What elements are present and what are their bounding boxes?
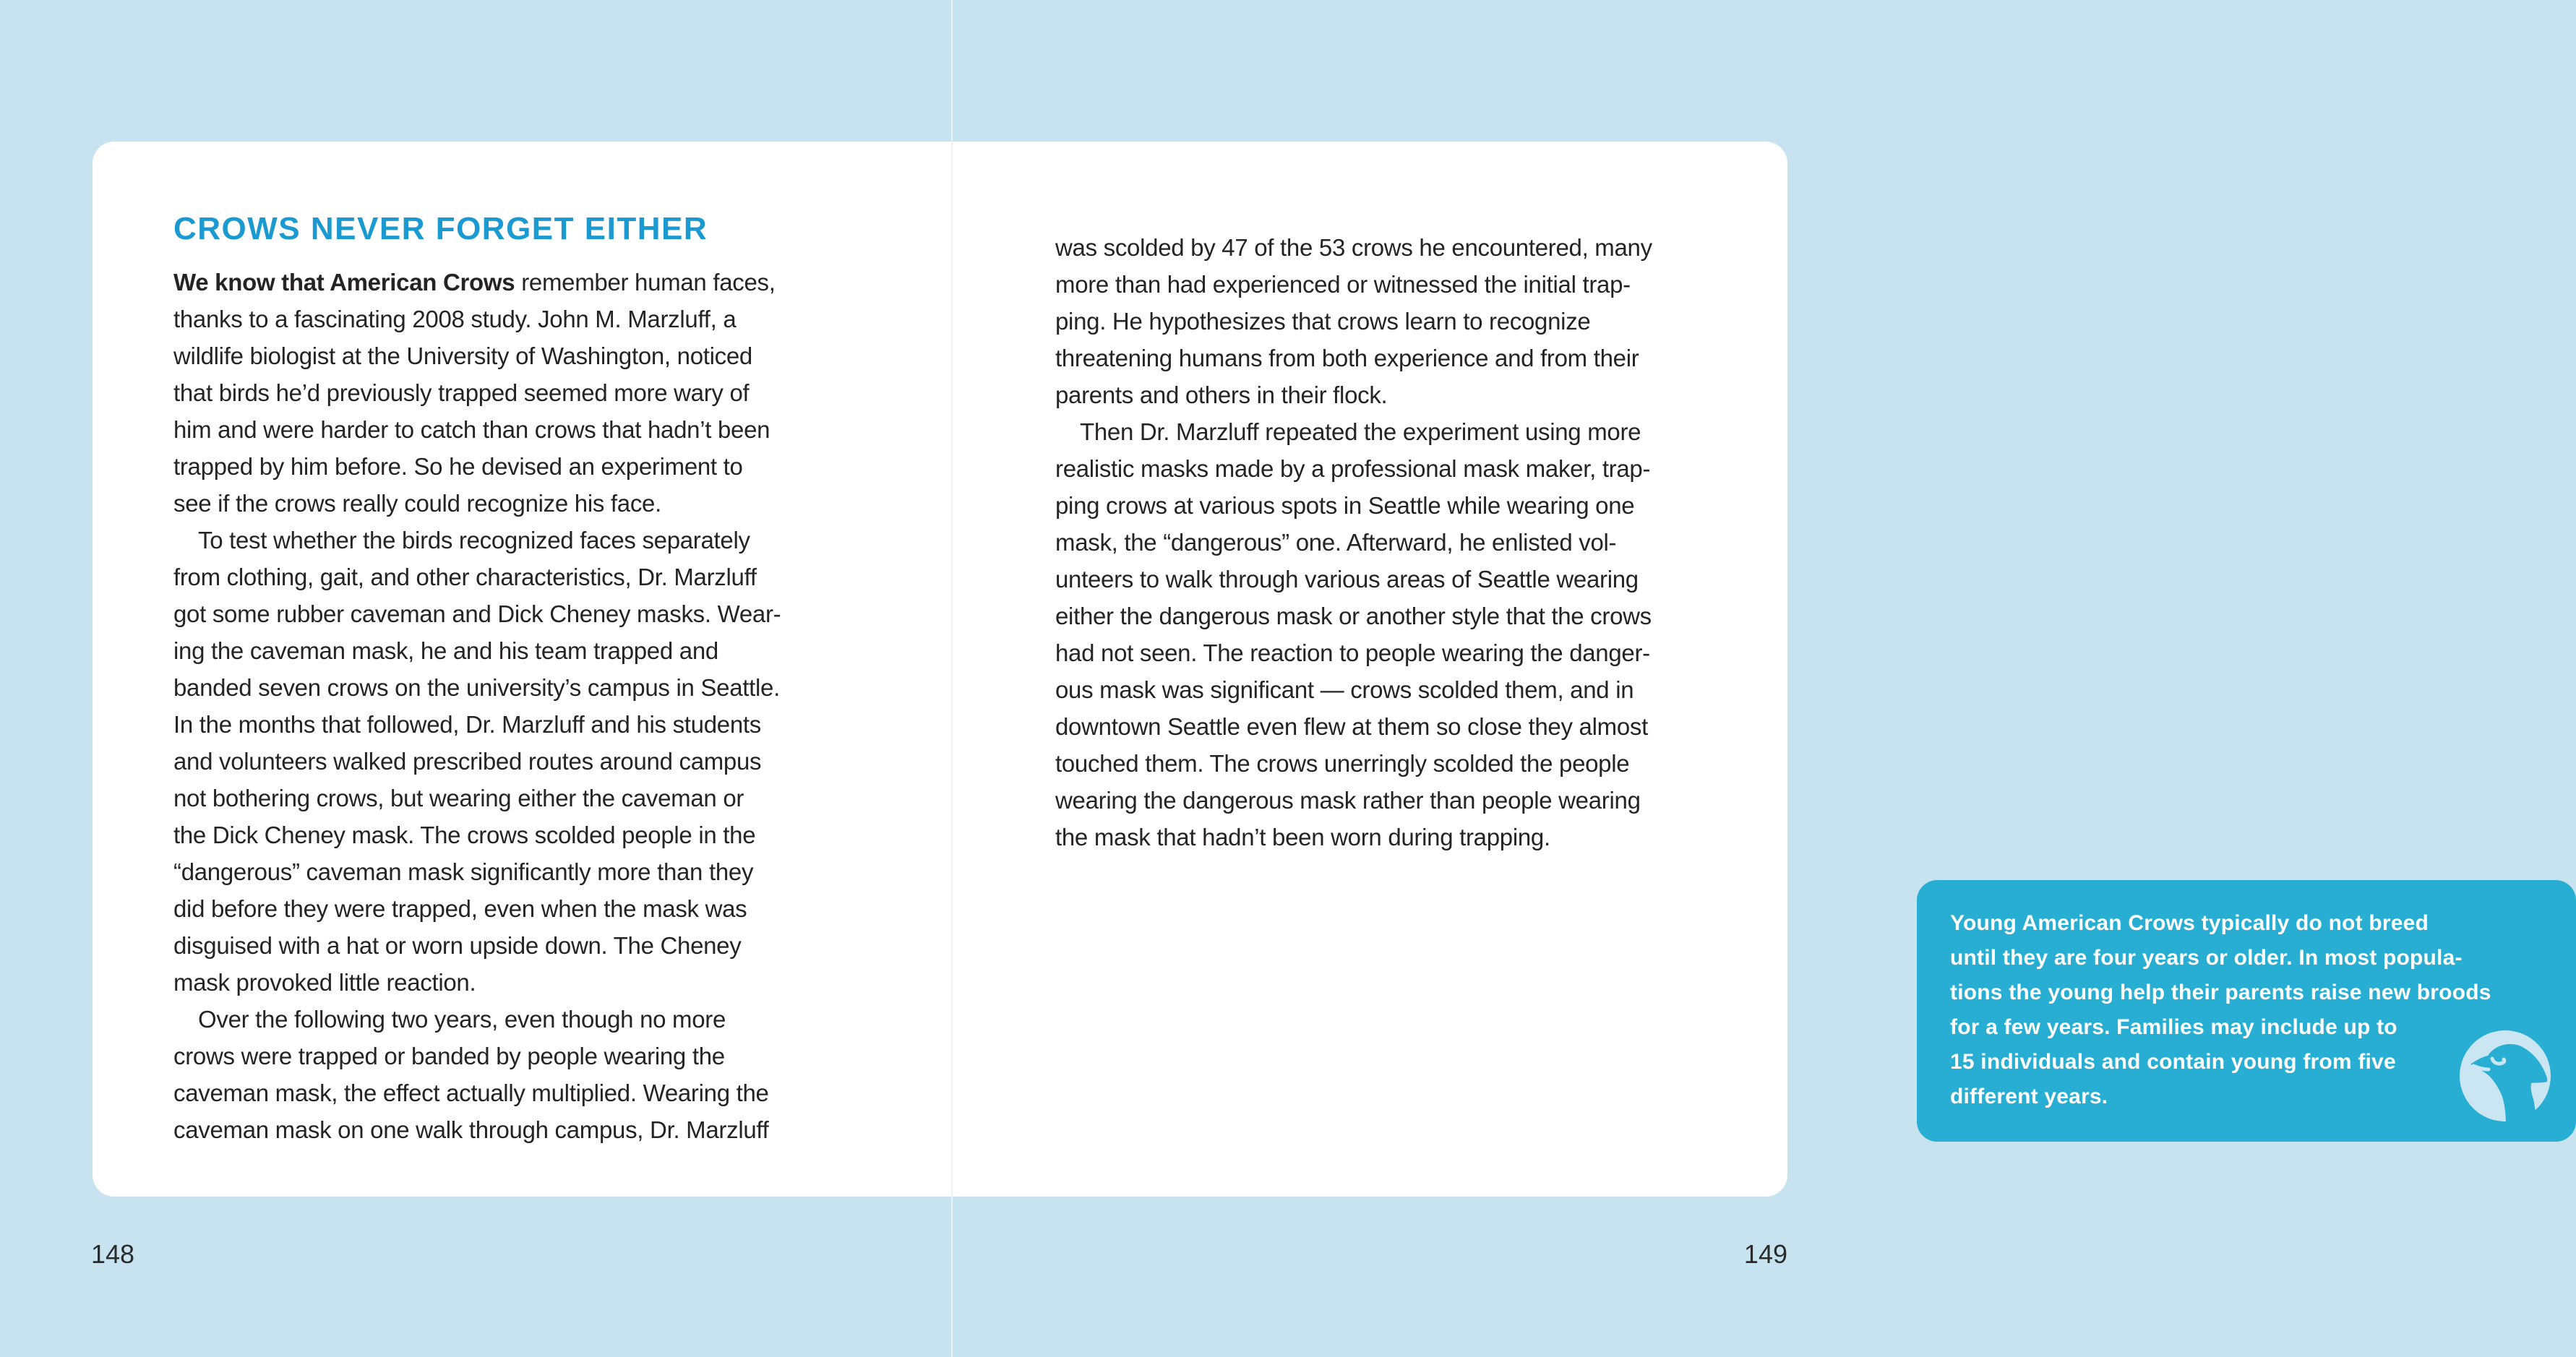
text-line: unteers to walk through various areas of Seattle wearing bbox=[1055, 566, 1639, 593]
text-line: We know that American Crows remember human faces, bbox=[173, 269, 776, 296]
page-right-body bbox=[1055, 229, 1652, 856]
text-line: mask provoked little reaction. bbox=[173, 969, 476, 996]
text-line: threatening humans from both experience and from their bbox=[1055, 345, 1639, 371]
text-line: downtown Seattle even flew at them so close they almost bbox=[1055, 713, 1648, 740]
text-line: more than had experienced or witnessed the initial trap- bbox=[1055, 271, 1631, 298]
text-line: not bothering crows, but wearing either the caveman or bbox=[173, 785, 744, 811]
text-line: thanks to a fascinating 2008 study. John M. Marzluff, a bbox=[173, 306, 737, 332]
text-line: Over the following two years, even though no more bbox=[198, 1006, 726, 1033]
text-line: tions the young help their parents raise new broods bbox=[1950, 981, 2491, 1004]
text-line: wearing the dangerous mask rather than people wearing bbox=[1055, 787, 1641, 814]
text-line: crows were trapped or banded by people wearing the bbox=[173, 1043, 725, 1069]
text-line: the Dick Cheney mask. The crows scolded people in the bbox=[173, 822, 756, 848]
text-line: realistic masks made by a professional mask maker, trap- bbox=[1055, 455, 1651, 482]
text-line: from clothing, gait, and other characteristics, Dr. Marzluff bbox=[173, 564, 757, 590]
text-line: caveman mask on one walk through campus, Dr. Marzluff bbox=[173, 1116, 769, 1143]
text-line: wildlife biologist at the University of Washington, noticed bbox=[173, 343, 752, 369]
text-line: ous mask was significant — crows scolded them, and in bbox=[1055, 676, 1634, 703]
text-line: To test whether the birds recognized faces separately bbox=[198, 527, 750, 553]
bold-lead-text: We know that American Crows bbox=[173, 269, 515, 296]
text-line: Young American Crows typically do not breed bbox=[1950, 911, 2429, 935]
text-line: for a few years. Families may include up to bbox=[1950, 1015, 2397, 1039]
fact-callout bbox=[1917, 880, 2576, 1142]
page-left bbox=[93, 142, 952, 1197]
text-line: “dangerous” caveman mask significantly more than they bbox=[173, 858, 754, 885]
text-line: either the dangerous mask or another style that the crows bbox=[1055, 603, 1652, 629]
text-line: caveman mask, the effect actually multiplied. Wearing the bbox=[173, 1080, 769, 1106]
page-number-left: 148 bbox=[91, 1239, 135, 1269]
text-line: parents and others in their flock. bbox=[1055, 382, 1388, 408]
text-line: Then Dr. Marzluff repeated the experiment using more bbox=[1080, 418, 1641, 445]
text-line: him and were harder to catch than crows that hadn’t been bbox=[173, 416, 770, 443]
text-line: banded seven crows on the university’s campus in Seattle. bbox=[173, 674, 780, 701]
page-left-body bbox=[173, 264, 781, 1148]
text-line: different years. bbox=[1950, 1085, 2108, 1108]
crow-head-icon bbox=[2455, 1025, 2556, 1142]
text-line: mask, the “dangerous” one. Afterward, he enlisted vol- bbox=[1055, 529, 1617, 556]
text-line: In the months that followed, Dr. Marzluff and his students bbox=[173, 711, 761, 738]
text-line: trapped by him before. So he devised an experiment to bbox=[173, 453, 743, 480]
text-line: 15 individuals and contain young from five bbox=[1950, 1050, 2396, 1074]
section-heading: CROWS NEVER FORGET EITHER bbox=[173, 211, 708, 246]
text-line: ping. He hypothesizes that crows learn to recognize bbox=[1055, 308, 1591, 335]
text-line: ping crows at various spots in Seattle while wearing one bbox=[1055, 492, 1635, 519]
fact-callout-text bbox=[1950, 906, 2491, 1114]
text-line: disguised with a hat or worn upside down. The Cheney bbox=[173, 932, 742, 959]
text-line: until they are four years or older. In most popula- bbox=[1950, 946, 2463, 970]
text-line: ing the caveman mask, he and his team trapped and bbox=[173, 637, 718, 664]
text-line: see if the crows really could recognize his face. bbox=[173, 490, 661, 517]
text-line: was scolded by 47 of the 53 crows he encountered, many bbox=[1055, 234, 1652, 261]
book-spread bbox=[93, 142, 2491, 1197]
text-line: had not seen. The reaction to people wearing the danger- bbox=[1055, 639, 1650, 666]
text-line: and volunteers walked prescribed routes around campus bbox=[173, 748, 762, 775]
page-right bbox=[952, 142, 2491, 1197]
text-line: that birds he’d previously trapped seemed more wary of bbox=[173, 379, 750, 406]
page-number-right: 149 bbox=[1743, 1239, 1787, 1269]
text-line: got some rubber caveman and Dick Cheney masks. Wear- bbox=[173, 600, 781, 627]
text-line: touched them. The crows unerringly scolded the people bbox=[1055, 750, 1630, 777]
text-line: did before they were trapped, even when the mask was bbox=[173, 895, 747, 922]
text-line: the mask that hadn’t been worn during trapping. bbox=[1055, 824, 1550, 850]
